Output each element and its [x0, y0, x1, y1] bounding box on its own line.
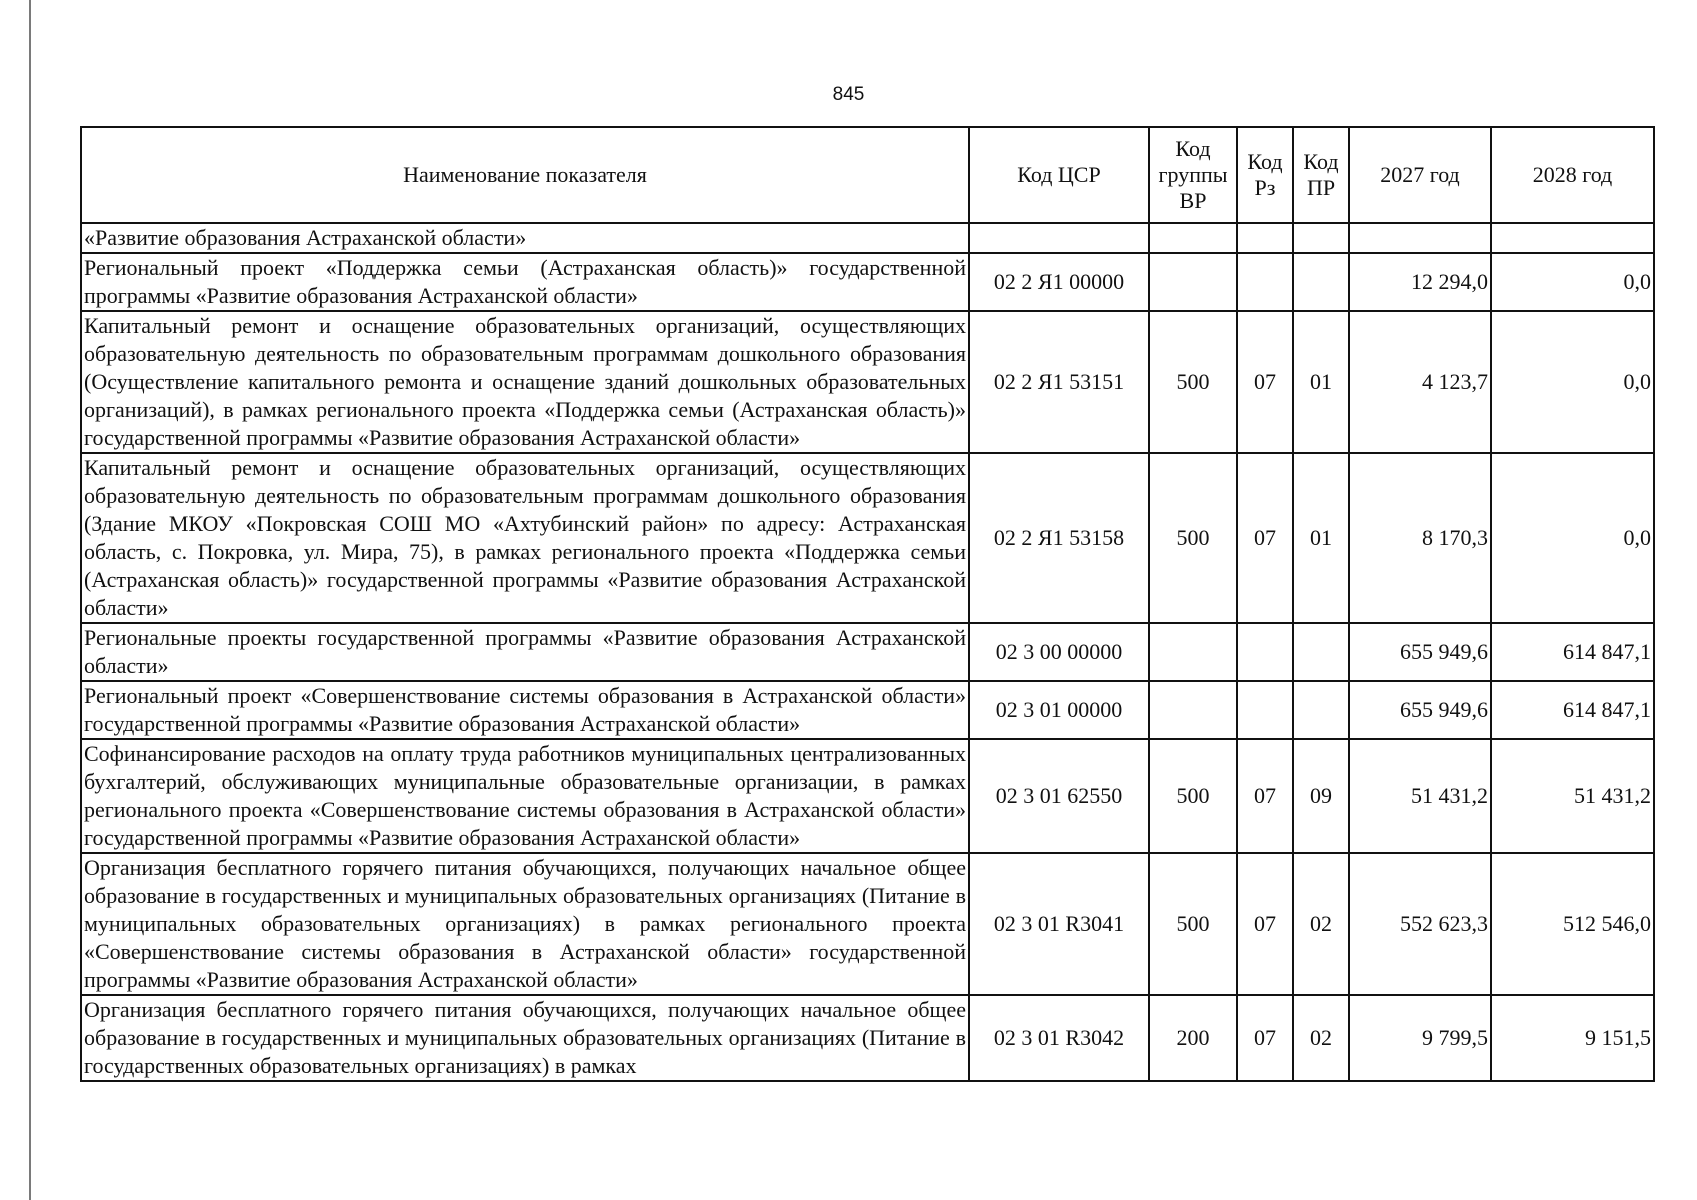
table-header — [81, 127, 1654, 223]
row-csr: 02 2 Я1 53158 — [969, 453, 1149, 623]
row-csr — [969, 223, 1149, 253]
row-vr: 500 — [1149, 739, 1237, 853]
row-2027: 51 431,2 — [1349, 739, 1491, 853]
budget-table — [80, 126, 1655, 1082]
header-pr: Код ПР — [1293, 127, 1349, 223]
row-csr: 02 3 00 00000 — [969, 623, 1149, 681]
table-body — [81, 223, 1654, 1081]
row-pr: 02 — [1293, 995, 1349, 1081]
row-2028: 512 546,0 — [1491, 853, 1654, 995]
row-2027: 8 170,3 — [1349, 453, 1491, 623]
row-2028: 9 151,5 — [1491, 995, 1654, 1081]
table-row — [81, 223, 1654, 253]
row-rz — [1237, 681, 1293, 739]
row-vr: 500 — [1149, 453, 1237, 623]
scan-edge-line — [29, 0, 31, 1200]
row-vr — [1149, 681, 1237, 739]
table-row — [81, 853, 1654, 995]
row-rz: 07 — [1237, 995, 1293, 1081]
row-name: Капитальный ремонт и оснащение образовательных организаций, осуществляющих образовательную деятельность по образовательным программам дошкольного образования (Здание МКОУ «Покровская СОШ МО «Ахтубинский район» по адресу: Астраханская область, с. Покровка, ул. Мира, 75), в рамках регионального проекта «Поддержка семьи (Астраханская область)» государственной программы «Развитие образования Астраханской области» — [81, 453, 969, 623]
table-row — [81, 995, 1654, 1081]
row-pr: 02 — [1293, 853, 1349, 995]
header-name: Наименование показателя — [81, 127, 969, 223]
table-row — [81, 623, 1654, 681]
row-rz: 07 — [1237, 453, 1293, 623]
row-rz — [1237, 623, 1293, 681]
row-2028 — [1491, 223, 1654, 253]
row-name: Софинансирование расходов на оплату труда работников муниципальных централизованных бухгалтерий, обслуживающих муниципальные образовательные организации, в рамках регионального проекта «Совершенствование системы образования в Астраханской области» государственной программы «Развитие образования Астраханской области» — [81, 739, 969, 853]
row-csr: 02 3 01 R3041 — [969, 853, 1149, 995]
row-name: Организация бесплатного горячего питания обучающихся, получающих начальное общее образование в государственных и муниципальных образовательных организациях (Питание в муниципальных образовательных организациях) в рамках регионального проекта «Совершенствование системы образования в Астраханской области» государственной программы «Развитие образования Астраханской области» — [81, 853, 969, 995]
row-2028: 0,0 — [1491, 253, 1654, 311]
row-name: Капитальный ремонт и оснащение образовательных организаций, осуществляющих образовательную деятельность по образовательным программам дошкольного образования (Осуществление капитального ремонта и оснащение зданий дошкольных образовательных организаций), в рамках регионального проекта «Поддержка семьи (Астраханская область)» государственной программы «Развитие образования Астраханской области» — [81, 311, 969, 453]
row-rz: 07 — [1237, 853, 1293, 995]
row-rz: 07 — [1237, 311, 1293, 453]
table-row — [81, 311, 1654, 453]
row-rz — [1237, 223, 1293, 253]
row-rz: 07 — [1237, 739, 1293, 853]
row-vr — [1149, 253, 1237, 311]
row-pr: 01 — [1293, 311, 1349, 453]
row-pr — [1293, 223, 1349, 253]
row-2028: 614 847,1 — [1491, 623, 1654, 681]
row-2027: 655 949,6 — [1349, 623, 1491, 681]
table-row — [81, 739, 1654, 853]
row-name: «Развитие образования Астраханской области» — [81, 223, 969, 253]
row-2028: 51 431,2 — [1491, 739, 1654, 853]
table-row — [81, 253, 1654, 311]
row-2028: 0,0 — [1491, 453, 1654, 623]
row-csr: 02 2 Я1 53151 — [969, 311, 1149, 453]
row-2027: 655 949,6 — [1349, 681, 1491, 739]
row-2027: 12 294,0 — [1349, 253, 1491, 311]
row-csr: 02 2 Я1 00000 — [969, 253, 1149, 311]
table-row — [81, 681, 1654, 739]
header-rz: Код Рз — [1237, 127, 1293, 223]
row-2027 — [1349, 223, 1491, 253]
row-name: Региональные проекты государственной программы «Развитие образования Астраханской области» — [81, 623, 969, 681]
row-2028: 0,0 — [1491, 311, 1654, 453]
row-2027: 4 123,7 — [1349, 311, 1491, 453]
page-number: 845 — [832, 84, 865, 105]
row-csr: 02 3 01 00000 — [969, 681, 1149, 739]
row-vr — [1149, 223, 1237, 253]
row-vr — [1149, 623, 1237, 681]
row-pr — [1293, 623, 1349, 681]
header-2028: 2028 год — [1491, 127, 1654, 223]
row-pr: 01 — [1293, 453, 1349, 623]
row-csr: 02 3 01 R3042 — [969, 995, 1149, 1081]
row-name: Организация бесплатного горячего питания обучающихся, получающих начальное общее образование в государственных и муниципальных образовательных организациях (Питание в государственных образовательных организациях) в рамках — [81, 995, 969, 1081]
row-pr — [1293, 253, 1349, 311]
row-vr: 500 — [1149, 853, 1237, 995]
row-vr: 500 — [1149, 311, 1237, 453]
row-csr: 02 3 01 62550 — [969, 739, 1149, 853]
row-pr: 09 — [1293, 739, 1349, 853]
row-2027: 552 623,3 — [1349, 853, 1491, 995]
header-vr: Код группы ВР — [1149, 127, 1237, 223]
row-rz — [1237, 253, 1293, 311]
table-row — [81, 453, 1654, 623]
row-name: Региональный проект «Поддержка семьи (Астраханская область)» государственной программы «Развитие образования Астраханской области» — [81, 253, 969, 311]
row-vr: 200 — [1149, 995, 1237, 1081]
row-2027: 9 799,5 — [1349, 995, 1491, 1081]
header-row — [81, 127, 1654, 223]
row-name: Региональный проект «Совершенствование системы образования в Астраханской области» государственной программы «Развитие образования Астраханской области» — [81, 681, 969, 739]
header-2027: 2027 год — [1349, 127, 1491, 223]
row-2028: 614 847,1 — [1491, 681, 1654, 739]
row-pr — [1293, 681, 1349, 739]
header-csr: Код ЦСР — [969, 127, 1149, 223]
